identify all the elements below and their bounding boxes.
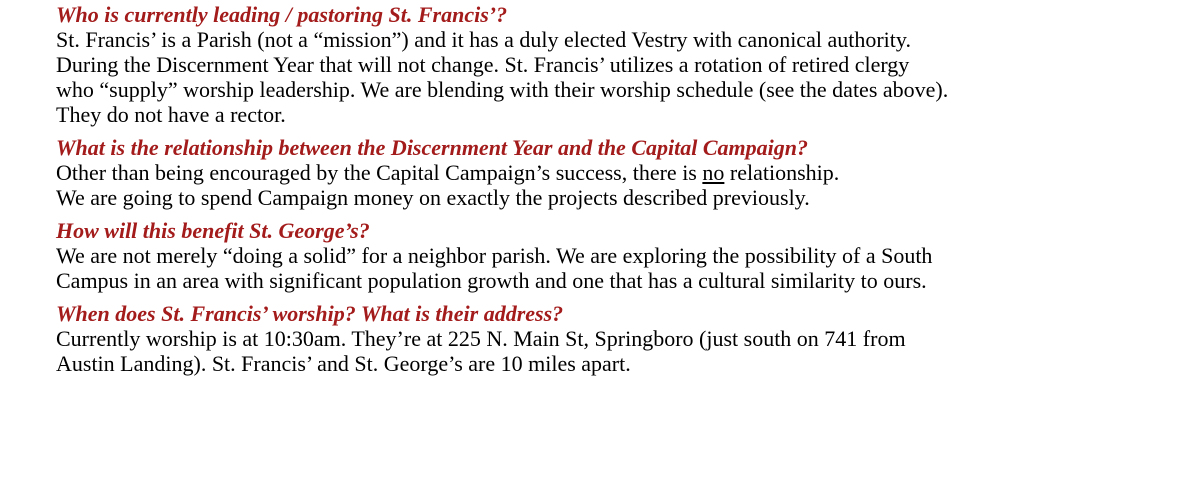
faq-question: When does St. Francis’ worship? What is their address? [56, 301, 564, 326]
faq-answer-line: During the Discernment Year that will not change. St. Francis’ utilizes a rotation of retired clergy [56, 52, 910, 77]
answer-text: relationship. [724, 160, 840, 185]
faq-answer-line: They do not have a rector. [56, 102, 286, 127]
faq-answer-line: who “supply” worship leadership. We are blending with their worship schedule (see the dates above). [56, 77, 949, 102]
faq-question: What is the relationship between the Discernment Year and the Capital Campaign? [56, 135, 808, 160]
faq-item-worship-address [56, 301, 1182, 376]
faq-answer-line: St. Francis’ is a Parish (not a “mission”) and it has a duly elected Vestry with canonical authority. [56, 27, 911, 52]
faq-question: Who is currently leading / pastoring St. Francis’? [56, 2, 508, 27]
answer-text: Other than being encouraged by the Capital Campaign’s success, there is [56, 160, 703, 185]
faq-answer-line: Austin Landing). St. Francis’ and St. George’s are 10 miles apart. [56, 351, 631, 376]
faq-item-benefit [56, 218, 1182, 293]
faq-list [56, 2, 1182, 384]
faq-answer-line: We are not merely “doing a solid” for a neighbor parish. We are exploring the possibility of a South [56, 243, 933, 268]
faq-item-leadership [56, 2, 1182, 127]
emphasized-word: no [702, 160, 725, 185]
faq-answer-line [56, 160, 1182, 185]
faq-answer-line: We are going to spend Campaign money on exactly the projects described previously. [56, 185, 810, 210]
faq-item-relationship [56, 135, 1182, 210]
faq-answer-line: Campus in an area with significant population growth and one that has a cultural similarity to ours. [56, 268, 927, 293]
faq-answer-line: Currently worship is at 10:30am. They’re at 225 N. Main St, Springboro (just south on 741 from [56, 326, 906, 351]
faq-question: How will this benefit St. George’s? [56, 218, 370, 243]
